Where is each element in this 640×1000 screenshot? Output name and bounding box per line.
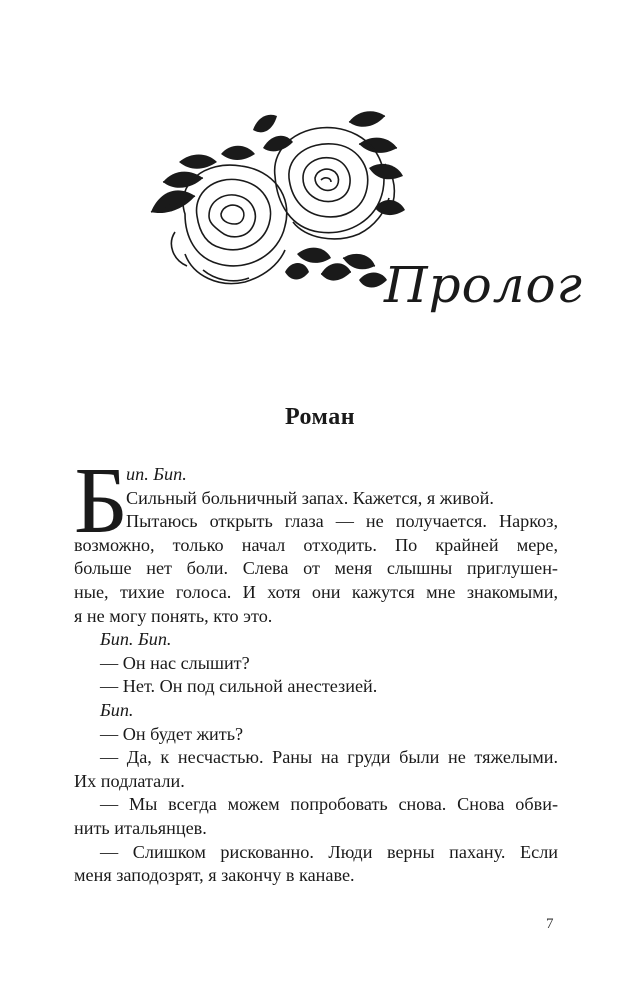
text-line: нить итальянцев. [74,817,207,838]
text-line: Сильный больничный запах. Кажется, я живой. [126,487,494,508]
text-line: возможно, только начал отходить. По крайней мере, [74,534,558,555]
text-line: — Да, к несчастью. Раны на груди были не тяжелыми. [100,747,558,768]
text-line: больше нет боли. Слева от меня слышны приглушен- [74,558,558,579]
text-line: — Нет. Он под сильной анестезией. [100,676,378,697]
page-number: 7 [546,916,554,932]
text-line: ип. Бип. [126,464,187,484]
body-text [74,449,558,888]
text-line: — Он будет жить? [100,723,244,744]
text-line: — Слишком рискованно. Люди верны пахану. Если [100,841,558,862]
text-line: — Он нас слышит? [100,652,250,673]
text-line: меня заподозрят, я закончу в канаве. [74,865,355,886]
prologue-heading: Пролог [384,256,583,314]
text-line: Бип. Бип. [100,629,172,650]
text-line: ные, тихие голоса. И хотя они кажутся мне знакомыми, [74,581,558,602]
text-line: Пытаюсь открыть глаза — не получается. Наркоз, [126,511,558,532]
text-line: Их подлатали. [74,770,185,791]
text-line: — Мы всегда можем попробовать снова. Снова обви- [100,794,558,815]
text-line: я не могу понять, кто это. [74,605,273,626]
chapter-title: Роман [284,404,356,430]
drop-cap: Б [74,449,128,553]
rose-illustration [145,104,407,300]
text-line: Бип. [100,699,134,720]
